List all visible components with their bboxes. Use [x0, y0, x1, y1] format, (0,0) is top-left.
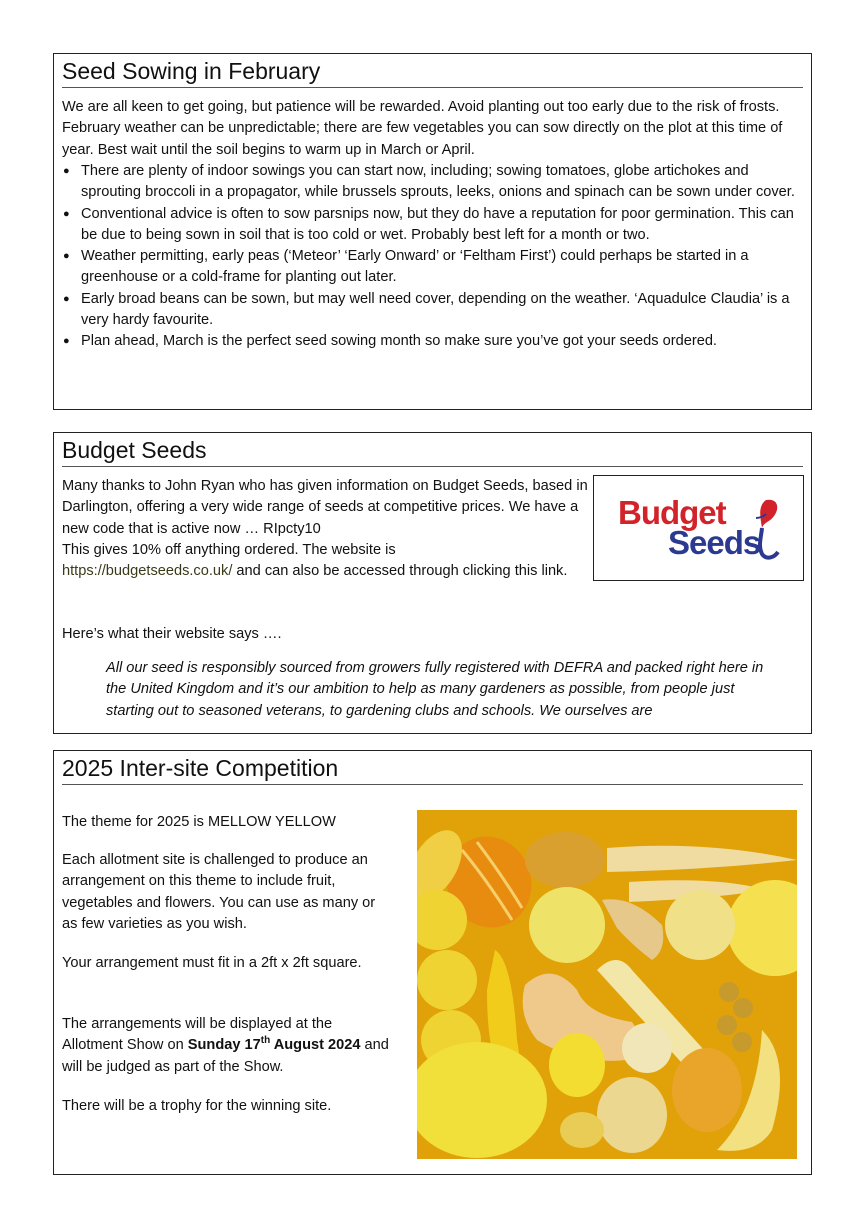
size-text: Your arrangement must fit in a 2ft x 2ft square. [62, 955, 362, 971]
theme-text: The theme for 2025 is MELLOW YELLOW [62, 814, 336, 830]
logo-word-seeds: Seeds [668, 524, 761, 561]
produce-image [417, 810, 797, 1159]
budget-seeds-logo[interactable] [593, 475, 804, 581]
competition-section [53, 750, 812, 1175]
challenge-text: Each allotment site is challenged to produce an arrangement on this theme to include fruit, vegetables and flowers. You can use as many or as few varieties as you wish. [62, 852, 376, 932]
thanks-text: Many thanks to John Ryan who has given information on Budget Seeds, based in Darlington, offering a very wide range of seeds at competitive prices. We have a new code that is active now … RIpcty10 [62, 478, 588, 537]
list-item: ● Conventional advice is often to sow parsnips now, but they do have a reputation for poor germination. This can be due to being sown in soil that is too cold or wet. Probably best left for a month or two. [62, 204, 803, 247]
budget-seeds-section [53, 432, 812, 734]
trophy-text: There will be a trophy for the winning site. [62, 1098, 332, 1114]
yellow-produce-photo [417, 810, 797, 1159]
lead-in-text: Here’s what their website says …. [62, 626, 282, 642]
display-text [62, 1014, 391, 1078]
list-item: ● There are plenty of indoor sowings you can start now, including; sowing tomatoes, globe artichokes and sprouting broccoli in a propagator, while brussels sprouts, leeks, onions and spinach can be sown under cover. [62, 161, 803, 204]
logo-word-budget: Budget [618, 494, 726, 531]
show-date-rest: August 2024 [270, 1037, 361, 1054]
thanks-paragraph [62, 476, 589, 582]
section-title: Budget Seeds [62, 435, 803, 467]
section-title: 2025 Inter-site Competition [62, 753, 803, 785]
show-date-day: Sunday 17 [187, 1037, 261, 1054]
section-title: Seed Sowing in February [62, 56, 803, 88]
list-item: ● Early broad beans can be sown, but may well need cover, depending on the weather. ‘Aquadulce Claudia’ is a very hardy favourite. [62, 289, 803, 332]
sowing-tips-list [62, 161, 803, 353]
display-text-start: The arrangements will be displayed at the Allotment Show on [62, 1016, 333, 1054]
leaf-icon [744, 494, 784, 564]
discount-text: This gives 10% off anything ordered. The website is [62, 541, 396, 558]
list-item: ● Plan ahead, March is the perfect seed sowing month so make sure you’ve got your seeds ordered. [62, 331, 803, 352]
intro-paragraph: We are all keen to get going, but patience will be rewarded. Avoid planting out too early due to the risk of frosts. February weather can be unpredictable; there are few vegetables you can sow directly on the plot at this time of year. Best wait until the soil begins to warm up in March or April. [62, 99, 783, 158]
list-item: ● Weather permitting, early peas (‘Meteor’ ‘Early Onward’ or ‘Feltham First’) could perhaps be started in a greenhouse or a cold-frame for planting out later. [62, 246, 803, 289]
show-date [188, 1037, 361, 1053]
website-link[interactable]: https://budgetseeds.co.uk/ [62, 563, 233, 580]
display-text-end: and will be judged as part of the Show. [62, 1037, 389, 1075]
website-quote: All our seed is responsibly sourced from growers fully registered with DEFRA and packed right here in the United Kingdom and it’s our ambition to help as many gardeners as possible, from people just starting out to seasoned veterans, to gardening clubs and schools. We ourselves are [106, 660, 764, 719]
seed-sowing-section [53, 53, 812, 410]
link-suffix-text: and can also be accessed through clicking this link. [232, 563, 568, 580]
show-date-suffix: th [260, 1035, 271, 1047]
